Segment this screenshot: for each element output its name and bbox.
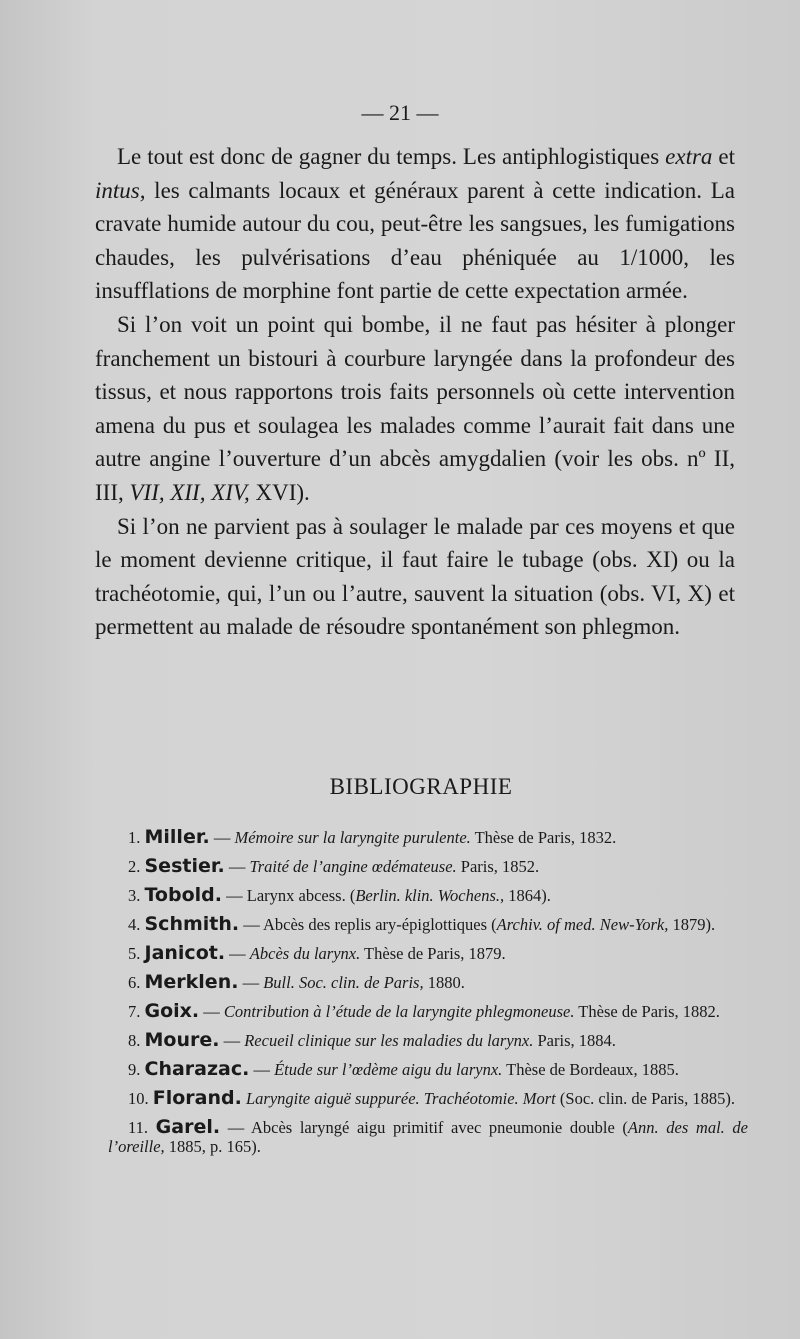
text-run: Le tout est donc de gagner du temps. Les antiphlogistiques	[117, 144, 666, 169]
entry-number: 11.	[128, 1118, 149, 1137]
entry-author: Goix.	[144, 1000, 200, 1022]
entry-number: 2.	[128, 857, 141, 876]
bibliography-entry	[108, 1002, 748, 1021]
text-run-italic: Mémoire sur la laryngite purulente.	[234, 828, 471, 847]
text-run: —	[199, 1002, 224, 1021]
entry-author: Charazac.	[144, 1058, 250, 1080]
text-run: Thèse de Paris, 1882.	[574, 1002, 720, 1021]
text-run: (Soc. clin. de Paris, 1885).	[555, 1089, 735, 1108]
entry-number: 10.	[128, 1089, 149, 1108]
text-run-italic: Traité de l’angine œdémateuse.	[249, 857, 457, 876]
text-run: 1864).	[504, 886, 551, 905]
text-run-italic: Contribution à l’étude de la laryngite phlegmoneuse.	[223, 1002, 575, 1021]
entry-author: Garel.	[155, 1116, 221, 1138]
entry-number: 4.	[128, 915, 141, 934]
body-text	[95, 140, 735, 644]
bibliography-list	[108, 828, 748, 1166]
text-run-italic: VII, XII, XIV,	[129, 479, 250, 505]
entry-number: 8.	[128, 1031, 141, 1050]
entry-author: Schmith.	[144, 913, 240, 935]
entry-author: Moure.	[144, 1029, 220, 1051]
text-run: —	[209, 828, 235, 847]
text-run: Paris, 1852.	[456, 857, 540, 876]
text-run-italic: Recueil clinique sur les maladies du larynx.	[244, 1031, 534, 1050]
text-run: —	[225, 944, 250, 963]
entry-author: Tobold.	[144, 884, 222, 906]
bibliography-entry	[108, 973, 748, 992]
text-run-italic: Abcès du larynx.	[249, 944, 361, 963]
bibliography-entry	[108, 886, 748, 905]
bibliography-entry	[108, 1060, 748, 1079]
text-run: XVI).	[249, 479, 310, 505]
paragraph	[95, 308, 735, 510]
bibliography-entry	[108, 1031, 748, 1050]
text-run: Paris, 1884.	[533, 1031, 616, 1050]
entry-author: Janicot.	[144, 942, 226, 964]
entry-author: Miller.	[144, 826, 210, 848]
bibliography-entry	[108, 1118, 748, 1156]
text-run: —	[219, 1031, 245, 1050]
text-run: les calmants locaux et généraux parent à cette indication. La cravate humide autour du cou, peut-être les sangsues, les fumigations chaudes, les pulvérisations d’eau phéniquée au 1/1000, les insufflations de morphine font partie de cette expectation armée.	[95, 177, 735, 304]
text-run: Si l’on ne parvient pas à soulager le malade par ces moyens et que le moment devienne critique, il faut faire le tubage (obs. XI) ou la trachéotomie, qui, l’un ou l’autre, sauvent la situation (obs. VI, X) et permettent au malade de résoudre spontanément son phlegmon.	[95, 513, 735, 640]
entry-number: 3.	[128, 886, 141, 905]
text-run-italic: Bull. Soc. clin. de Paris,	[263, 973, 424, 992]
bibliography-entry	[108, 915, 748, 934]
text-run-italic: Étude sur l’œdème aigu du larynx.	[274, 1060, 503, 1079]
text-run-italic: Archiv. of med. New-York,	[496, 915, 669, 934]
text-run: — Abcès des replis ary-épiglottiques (	[239, 915, 497, 934]
entry-number: 7.	[128, 1002, 141, 1021]
entry-author: Florand.	[152, 1087, 242, 1109]
text-run: Thèse de Paris, 1879.	[360, 944, 506, 963]
text-run: Thèse de Paris, 1832.	[470, 828, 617, 847]
entry-number: 5.	[128, 944, 141, 963]
text-run: Thèse de Bordeaux, 1885.	[502, 1060, 679, 1079]
bibliography-entry	[108, 944, 748, 963]
text-run-italic: Berlin. klin. Wochens.,	[355, 886, 505, 905]
text-run-italic: Ann. des mal. de l’oreille,	[108, 1118, 748, 1156]
paragraph	[95, 510, 735, 644]
entry-author: Merklen.	[144, 971, 239, 993]
text-run-italic: extra	[665, 144, 713, 169]
text-run: —	[224, 857, 250, 876]
text-run-italic: Laryngite aiguë suppurée. Trachéotomie. Mort	[245, 1089, 556, 1108]
text-run: —	[238, 973, 264, 992]
entry-number: 1.	[128, 828, 141, 847]
text-run: — Larynx abcess. (	[221, 886, 356, 905]
bibliography-entry	[108, 1089, 748, 1108]
bibliography-entry	[108, 857, 748, 876]
entry-author: Sestier.	[144, 855, 225, 877]
text-run: 1880.	[423, 973, 465, 992]
bibliography-heading: BIBLIOGRAPHIE	[329, 774, 513, 799]
entry-number: 9.	[128, 1060, 141, 1079]
bibliography-entry	[108, 828, 748, 847]
text-run: Si l’on voit un point qui bombe, il ne faut pas hésiter à plonger franchement un bistouri à courbure laryngée dans la profondeur des tissus, et nous rapportons trois faits personnels où cette intervention amena du pus et soulagea les malades comme l’aurait fait dans une autre angine l’ouverture d’un abcès amygdalien (voir les obs. nº II, III,	[95, 311, 735, 505]
paragraph	[95, 140, 735, 308]
text-run: 1879).	[668, 915, 716, 934]
text-run-italic: intus,	[95, 177, 146, 203]
text-run: — Abcès laryngé aigu primitif avec pneumonie double (	[220, 1118, 628, 1137]
entry-number: 6.	[128, 973, 141, 992]
text-run: 1885, p. 165).	[164, 1137, 261, 1156]
page-number: — 21 —	[361, 100, 439, 125]
text-run: —	[249, 1060, 275, 1079]
text-run: et	[712, 144, 735, 169]
